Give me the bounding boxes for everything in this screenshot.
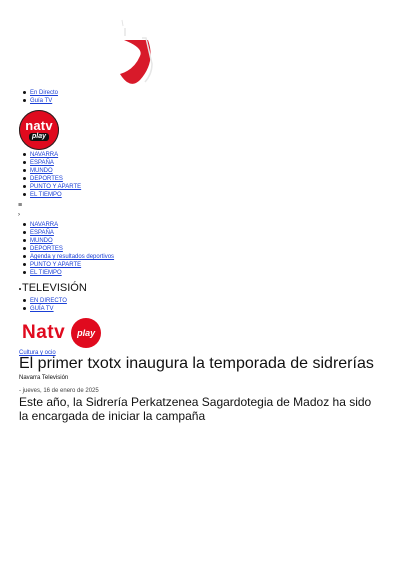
logo-line-2: play <box>29 133 49 141</box>
top-link-guide[interactable] <box>30 97 58 105</box>
nav-item-mundo[interactable] <box>30 167 81 175</box>
nav-item-punto-y-aparte[interactable] <box>30 183 81 191</box>
secondary-nav <box>30 221 114 277</box>
top-link-live-label[interactable]: En Directo <box>30 90 59 96</box>
nav2-item-el-tiempo[interactable] <box>30 269 114 277</box>
tv-section-heading: TELEVISIÓN <box>22 282 87 294</box>
nav2-item-deportes[interactable] <box>30 245 114 253</box>
article-subtitle: Este año, la Sidrería Perkatzenea Sagardotegia de Madoz ha sido la encargada de iniciar la campaña <box>19 395 372 423</box>
tv-link-guide[interactable]: GUÍA TV <box>30 306 54 312</box>
hamburger-menu-icon[interactable]: ≡ <box>18 202 23 209</box>
nav-link-mundo[interactable]: MUNDO <box>30 168 53 174</box>
nav-link-punto-y-aparte[interactable]: PUNTO Y APARTE <box>30 184 82 190</box>
tv-links <box>30 297 67 313</box>
natv-play-brand-logo[interactable] <box>22 318 101 348</box>
nav-item-espana[interactable] <box>30 159 81 167</box>
nav2-item-mundo[interactable] <box>30 237 114 245</box>
article-title: El primer txotx inaugura la temporada de sidrerías <box>19 355 374 372</box>
article-author: Navarra Televisión <box>19 375 69 381</box>
top-link-guide-label[interactable]: Guía TV <box>30 98 53 104</box>
nav-item-deportes[interactable] <box>30 175 81 183</box>
nav-link-deportes[interactable]: DEPORTES <box>30 176 63 182</box>
top-links <box>30 89 58 105</box>
nav2-link-espana[interactable]: ESPAÑA <box>30 230 54 236</box>
nav-link-el-tiempo[interactable]: EL TIEMPO <box>30 192 62 198</box>
tv-link-live[interactable]: EN DIRECTO <box>30 298 67 304</box>
nav2-link-mundo[interactable]: MUNDO <box>30 238 53 244</box>
nav2-link-agenda[interactable]: Agenda y resultados deportivos <box>30 254 115 260</box>
natv-play-logo[interactable] <box>19 110 59 150</box>
top-link-live[interactable] <box>30 89 58 97</box>
nav2-link-el-tiempo[interactable]: EL TIEMPO <box>30 270 62 276</box>
logo-line-1: natv <box>25 117 53 133</box>
nav2-link-punto-y-aparte[interactable]: PUNTO Y APARTE <box>30 262 82 268</box>
nav-item-navarra[interactable] <box>30 151 81 159</box>
nav2-item-punto-y-aparte[interactable] <box>30 261 114 269</box>
play-circle-logo: play <box>71 318 101 348</box>
wine-glass-graphic <box>100 10 160 92</box>
article-date: - jueves, 16 de enero de 2025 <box>19 388 99 394</box>
nav-item-el-tiempo[interactable] <box>30 191 81 199</box>
nav2-item-espana[interactable] <box>30 229 114 237</box>
nav2-item-agenda[interactable] <box>30 253 114 261</box>
brand-wordmark: Natv <box>22 322 66 343</box>
nav2-link-navarra[interactable]: NAVARRA <box>30 222 59 228</box>
article-category-link[interactable]: Cultura y ocio <box>19 350 56 356</box>
tv-item-live[interactable] <box>30 297 67 305</box>
tv-item-guide[interactable] <box>30 305 67 313</box>
nav-link-navarra[interactable]: NAVARRA <box>30 152 59 158</box>
nav2-item-navarra[interactable] <box>30 221 114 229</box>
primary-nav <box>30 151 81 199</box>
caret-icon[interactable]: › <box>18 212 20 218</box>
nav-link-espana[interactable]: ESPAÑA <box>30 160 54 166</box>
nav2-link-deportes[interactable]: DEPORTES <box>30 246 63 252</box>
